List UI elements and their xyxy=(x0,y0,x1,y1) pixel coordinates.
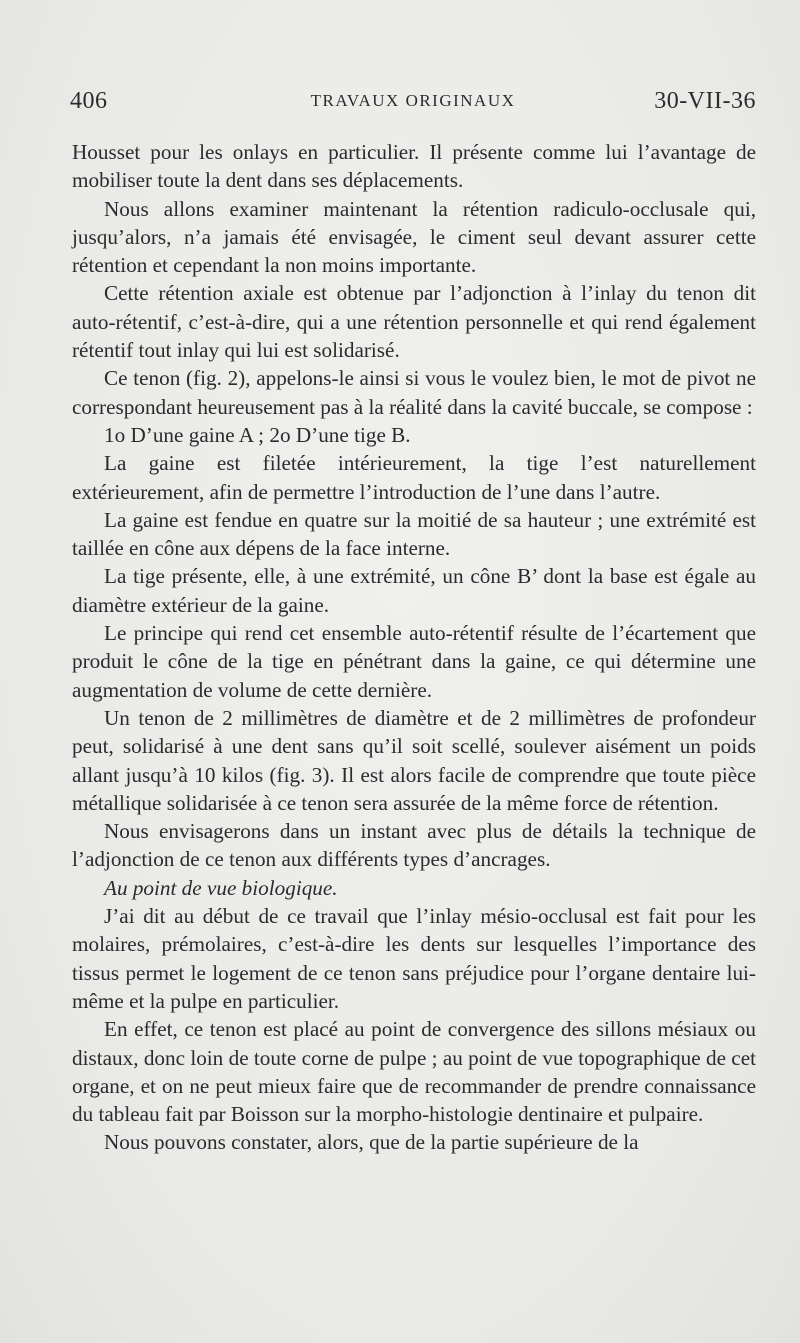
paragraph: Cette rétention axiale est obtenue par l’adjonction à l’inlay du tenon dit auto-rétentif, c’est-à-dire, qui a une rétention personnelle et qui rend également rétentif tout inlay qui lui est solidarisé. xyxy=(72,281,756,363)
paragraph-continuation: Housset pour les onlays en particulier. Il présente comme lui l’avantage de mobiliser toute la dent dans ses déplacements. xyxy=(72,140,756,193)
paragraph: En effet, ce tenon est placé au point de convergence des sillons mésiaux ou distaux, donc loin de toute corne de pulpe ; au point de vue topographique de cet organe, et on ne peut mieux faire que de recommander de prendre connaissance du tableau fait par Boisson sur la morpho-histologie dentinaire et pulpaire. xyxy=(72,1017,756,1127)
section-heading: Au point de vue biologique. xyxy=(104,875,338,900)
running-title: TRAVAUX ORIGINAUX xyxy=(310,91,516,110)
paragraph-list-items: 1o D’une gaine A ; 2o D’une tige B. xyxy=(104,422,411,447)
body-text xyxy=(72,138,756,1157)
paragraph: Nous pouvons constater, alors, que de la partie supérieure de la xyxy=(104,1130,639,1155)
page-number: 406 xyxy=(70,88,108,114)
running-header xyxy=(70,88,756,120)
paragraph: Un tenon de 2 millimètres de diamètre et de 2 millimètres de profondeur peut, solidarisé à une dent sans qu’il soit scellé, soulever aisément un poids allant jusqu’à 10 kilos (fig. 3). Il est alors facile de comprendre que toute pièce métallique solidarisée à ce tenon sera assurée de la même force de rétention. xyxy=(72,705,756,815)
paragraph: Nous envisagerons dans un instant avec plus de détails la technique de l’adjonction de ce tenon aux différents types d’ancrages. xyxy=(72,819,756,872)
paragraph: La gaine est fendue en quatre sur la moitié de sa hauteur ; une extrémité est taillée en cône aux dépens de la face interne. xyxy=(72,507,756,561)
paragraph: La tige présente, elle, à une extrémité, un cône B’ dont la base est égale au diamètre extérieur de la gaine. xyxy=(72,564,756,617)
paragraph: Le principe qui rend cet ensemble auto-rétentif résulte de l’écartement que produit le cône de la tige en pénétrant dans la gaine, ce qui détermine une augmentation de volume de cette dernière. xyxy=(72,621,756,702)
paragraph: Nous allons examiner maintenant la rétention radiculo-occlusale qui, jusqu’alors, n’a jamais été envisagée, le ciment seul devant assurer cette rétention et cependant la non moins importante. xyxy=(72,196,756,278)
issue-date: 30-VII-36 xyxy=(654,88,756,114)
paragraph: Ce tenon (fig. 2), appelons-le ainsi si vous le voulez bien, le mot de pivot ne correspondant heureusement pas à la réalité dans la cavité buccale, se compose : xyxy=(72,366,756,419)
paragraph: La gaine est filetée intérieurement, la tige l’est naturellement extérieurement, afin de permettre l’introduction de l’une dans l’autre. xyxy=(72,451,756,504)
paragraph: J’ai dit au début de ce travail que l’inlay mésio-occlusal est fait pour les molaires, prémolaires, c’est-à-dire les dents sur lesquelles l’importance des tissus permet le logement de ce tenon sans préjudice pour l’organe dentaire lui-même et la pulpe en particulier. xyxy=(72,904,756,1013)
